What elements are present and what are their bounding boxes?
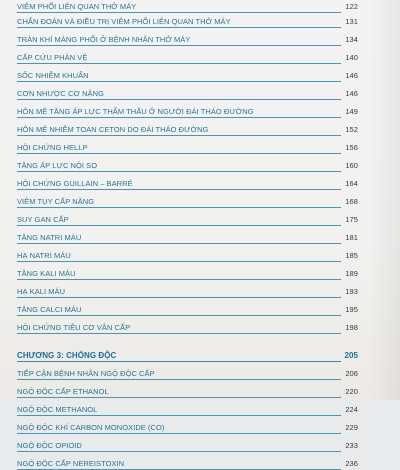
toc-entry [0, 242, 400, 262]
toc-entry-title: CHẨN ĐOÁN VÀ ĐIỀU TRỊ VIÊM PHỔI LIÊN QUAN THỞ MÁY [17, 17, 231, 26]
chapter-title: CHƯƠNG 3: CHỐNG ĐỘC [17, 351, 117, 360]
toc-entry [0, 80, 400, 100]
toc-entry-title: NGỘ ĐỘC CẤP NEREISTOXIN [17, 459, 125, 468]
toc-entry-rule [17, 333, 341, 334]
toc-entry [0, 432, 400, 452]
toc-entry-title: HẠ KALI MÁU [17, 287, 66, 296]
toc-entry [0, 278, 400, 298]
toc-entry [0, 224, 400, 244]
toc-entry [0, 134, 400, 154]
toc-entry-page-number: 131 [345, 17, 358, 26]
toc-entry-title: CƠN NHƯỢC CƠ NẶNG [17, 89, 104, 98]
toc-entry-page-number: 233 [345, 441, 358, 450]
toc-entry-page-number: 236 [345, 459, 358, 468]
toc-entry-title: HẠ NATRI MÁU [17, 251, 71, 260]
toc-entry [0, 260, 400, 280]
toc-entry-page-number: 140 [345, 53, 358, 62]
toc-entry-page-number: 122 [345, 2, 358, 11]
toc-entry-title: HỘI CHỨNG GUILLAIN – BARRÉ [17, 179, 133, 188]
toc-entry [0, 8, 400, 28]
toc-entry-title: NGỘ ĐỘC KHÍ CARBON MONOXIDE (CO) [17, 423, 165, 432]
toc-entry-title: HÔN MÊ TĂNG ÁP LỰC THẨM THẤU Ở NGƯỜI ĐÁI THÁO ĐƯỜNG [17, 107, 254, 116]
toc-entry-title: HỘI CHỨNG TIÊU CƠ VÂN CẤP [17, 323, 131, 332]
toc-entry-title: HỘI CHỨNG HELLP [17, 143, 88, 152]
toc-entry-page-number: 146 [345, 89, 358, 98]
toc-entry [0, 98, 400, 118]
chapter-page-number: 205 [344, 351, 358, 360]
toc-entry [0, 170, 400, 190]
toc-entry [0, 296, 400, 316]
toc-entry-title: NGỘ ĐỘC OPIOID [17, 441, 82, 450]
page-fold-shadow [370, 0, 400, 400]
toc-entry-title: HÔN MÊ NHIỄM TOAN CETON DO ĐÁI THÁO ĐƯỜNG [17, 125, 209, 134]
toc-entry-title: CẤP CỨU PHẢN VỆ [17, 53, 88, 62]
toc-entry [0, 360, 400, 380]
toc-entry-page-number: 168 [345, 197, 358, 206]
toc-entry-title: SỐC NHIỄM KHUẨN [17, 71, 89, 80]
toc-entry-page-number: 160 [345, 161, 358, 170]
toc-entry-page-number: 164 [345, 179, 358, 188]
toc-entry-title: SUY GAN CẤP [17, 215, 69, 224]
toc-entry-page-number: 224 [345, 405, 358, 414]
toc-entry-title: VIÊM TỤY CẤP NẶNG [17, 197, 95, 206]
toc-entry-title: TĂNG ÁP LỰC NỘI SỌ [17, 161, 98, 170]
toc-entry-page-number: 149 [345, 107, 358, 116]
toc-entry-title: VIÊM PHỔI LIÊN QUAN THỞ MÁY [17, 2, 137, 11]
toc-entry [0, 62, 400, 82]
toc-entry-page-number: 206 [345, 369, 358, 378]
toc-entry-page-number: 181 [345, 233, 358, 242]
toc-entry-page-number: 175 [345, 215, 358, 224]
toc-entry-page-number: 193 [345, 287, 358, 296]
toc-entry-page-number: 195 [345, 305, 358, 314]
toc-entry [0, 314, 400, 334]
toc-entry-page-number: 198 [345, 323, 358, 332]
toc-entry [0, 206, 400, 226]
toc-entry-page-number: 220 [345, 387, 358, 396]
toc-entry-title: NGỘ ĐỘC CẤP ETHANOL [17, 387, 109, 396]
toc-entry-title: TĂNG CALCI MÁU [17, 305, 82, 314]
toc-entry [0, 188, 400, 208]
toc-entry-page-number: 229 [345, 423, 358, 432]
toc-entry [0, 396, 400, 416]
toc-entry-page-number: 146 [345, 71, 358, 80]
toc-entry [0, 450, 400, 470]
toc-entry [0, 152, 400, 172]
toc-entry-title: TĂNG KALI MÁU [17, 269, 76, 278]
toc-entry-page-number: 134 [345, 35, 358, 44]
toc-entry [0, 44, 400, 64]
chapter-heading [0, 342, 400, 362]
toc-entry-title: TĂNG NATRI MÁU [17, 233, 82, 242]
toc-entry-title: TRÀN KHÍ MÀNG PHỔI Ở BỆNH NHÂN THỞ MÁY [17, 35, 191, 44]
toc-entry-page-number: 152 [345, 125, 358, 134]
toc-entry-title: NGỘ ĐỘC METHANOL [17, 405, 98, 414]
toc-entry [0, 116, 400, 136]
toc-entry [0, 26, 400, 46]
toc-entry-page-number: 156 [345, 143, 358, 152]
toc-entry-page-number: 185 [345, 251, 358, 260]
toc-entry [0, 414, 400, 434]
toc-entry [0, 378, 400, 398]
toc-entry-page-number: 189 [345, 269, 358, 278]
toc-entry-title: TIẾP CẬN BỆNH NHÂN NGỘ ĐỘC CẤP [17, 369, 155, 378]
